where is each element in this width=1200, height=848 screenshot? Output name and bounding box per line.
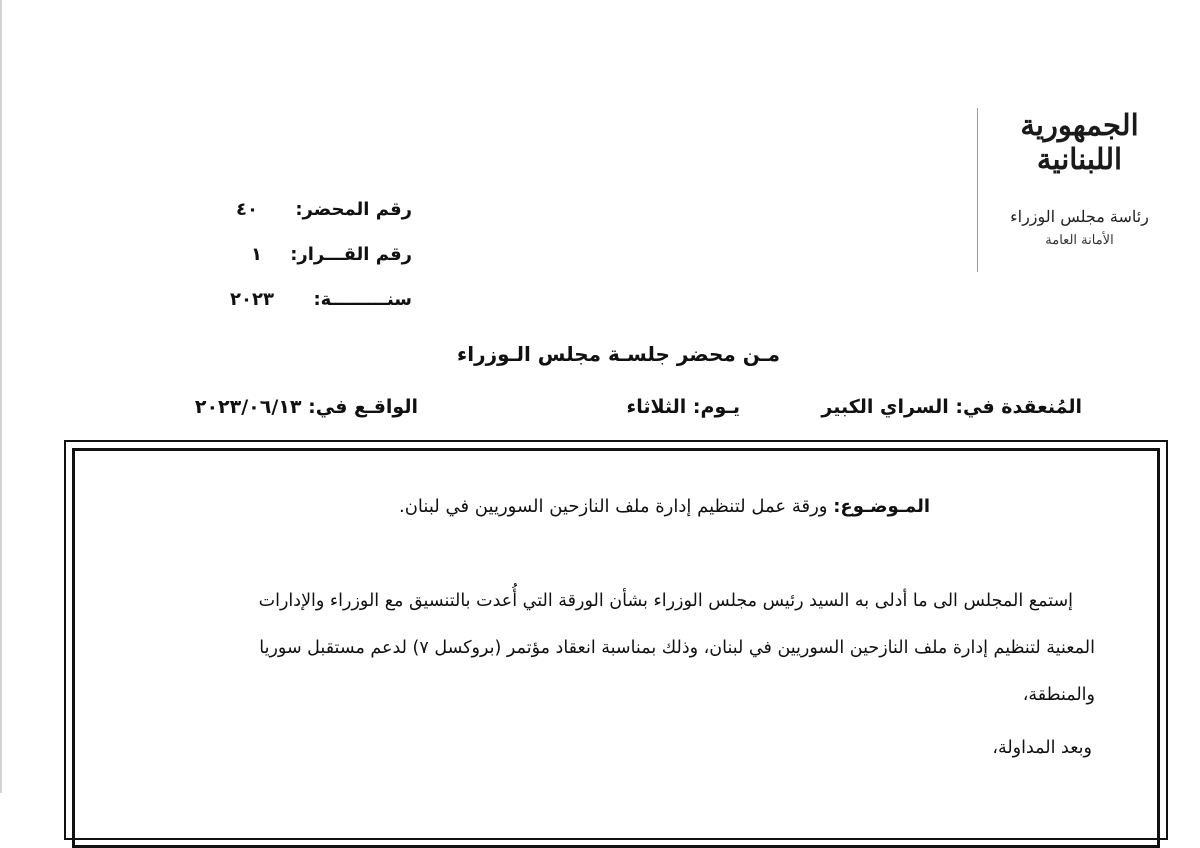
body-line-2: المعنية لتنظيم إدارة ملف النازحين السوريين في لبنان، وذلك بمناسبة انعقاد مؤتمر (بروكسل ٧) لدعم مستقبل سوريا xyxy=(259,638,1095,658)
body-paragraph xyxy=(95,578,1095,719)
session-date: الواقـع في: ٢٠٢٣/٠٦/١٣ xyxy=(194,396,418,418)
subject-line xyxy=(399,496,930,517)
body-line-1: إستمع المجلس الى ما أدلى به السيد رئيس مجلس الوزراء بشأن الورقة التي أُعدت بالتنسيق مع الوزراء والإدارات xyxy=(258,591,1073,611)
letterhead xyxy=(1007,108,1152,250)
subject-text: ورقة عمل لتنظيم إدارة ملف النازحين السوريين في لبنان. xyxy=(398,496,828,517)
letterhead-line2: اللبنانية xyxy=(1036,142,1123,176)
session-location: المُنعقدة في: السراي الكبير xyxy=(821,396,1082,418)
session-day: يـوم: الثلاثاء xyxy=(626,396,740,418)
letterhead-divider xyxy=(977,108,978,272)
document-heading: مـن محضر جلسـة مجلس الـوزراء xyxy=(457,342,780,366)
scan-edge xyxy=(0,0,2,793)
decision-label: رقم القـــرار: xyxy=(290,244,412,265)
closing-text: وبعد المداولة، xyxy=(992,738,1092,758)
year-value: ٢٠٢٣ xyxy=(230,289,274,310)
letterhead-office: رئاسة مجلس الوزراء xyxy=(1010,207,1149,226)
year-label: سنـــــــــة: xyxy=(313,289,412,310)
body-line-3: والمنطقة، xyxy=(1022,685,1095,705)
letterhead-line1: الجمهورية xyxy=(1020,108,1139,142)
subject-label: المـوضـوع: xyxy=(833,496,930,517)
decision-value: ١ xyxy=(251,244,262,265)
minutes-label: رقم المحضر: xyxy=(295,199,412,220)
letterhead-secretariat: الأمانة العامة xyxy=(1045,233,1114,248)
minutes-value: ٤٠ xyxy=(236,199,258,220)
